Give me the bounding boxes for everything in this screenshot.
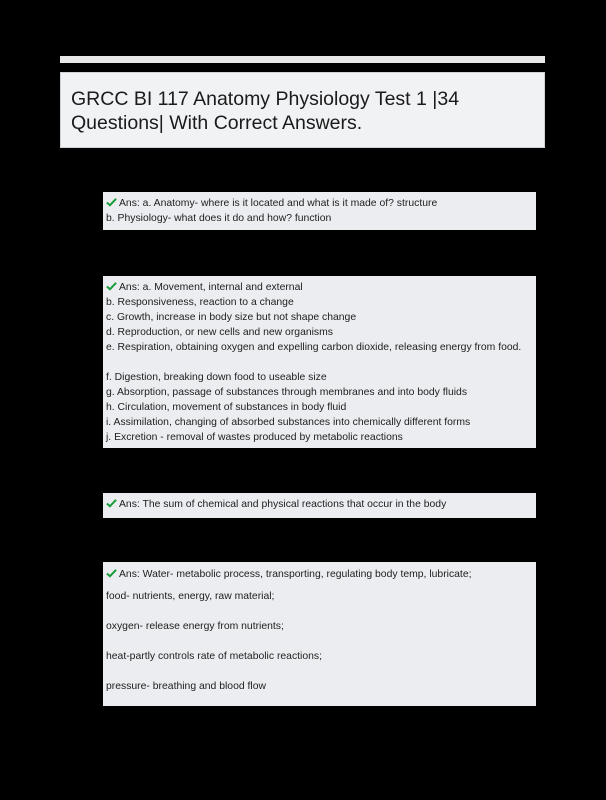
page-title xyxy=(71,87,534,135)
answer-line: c. Growth, increase in body size but not shape change xyxy=(106,312,357,323)
title-line-1: GRCC BI 117 Anatomy Physiology Test 1 |34 xyxy=(71,88,460,110)
answer-line: pressure- breathing and blood flow xyxy=(106,681,266,692)
answer-line: j. Excretion - removal of wastes produced by metabolic reactions xyxy=(106,432,403,443)
answer-box-1 xyxy=(103,192,536,230)
check-icon xyxy=(106,568,117,578)
answer-line: heat-partly controls rate of metabolic reactions; xyxy=(106,651,322,662)
answer-line: i. Assimilation, changing of absorbed substances into chemically different forms xyxy=(106,417,471,428)
title-box xyxy=(60,72,545,148)
answer-line: Ans: Water- metabolic process, transporting, regulating body temp, lubricate; xyxy=(106,567,536,582)
answer-line: food- nutrients, energy, raw material; xyxy=(106,591,275,602)
answer-box-4 xyxy=(103,562,536,706)
answer-box-2 xyxy=(103,276,536,448)
answer-box-3 xyxy=(103,493,536,518)
check-icon xyxy=(106,498,117,508)
answer-line: Ans: a. Anatomy- where is it located and what is it made of? structure xyxy=(106,196,536,211)
answer-line: d. Reproduction, or new cells and new organisms xyxy=(106,327,333,338)
answer-line: g. Absorption, passage of substances through membranes and into body fluids xyxy=(106,387,468,398)
answer-line: h. Circulation, movement of substances in body fluid xyxy=(106,402,347,413)
answer-line: b. Physiology- what does it do and how? function xyxy=(106,213,332,224)
check-icon xyxy=(106,197,117,207)
answer-line: Ans: a. Movement, internal and external xyxy=(106,280,536,295)
answer-line-blank xyxy=(106,355,536,370)
answer-line: f. Digestion, breaking down food to useable size xyxy=(106,372,327,383)
title-line-2: Questions| With Correct Answers. xyxy=(71,112,363,134)
answer-line: e. Respiration, obtaining oxygen and expelling carbon dioxide, releasing energy from food. xyxy=(106,342,522,353)
answer-line: b. Responsiveness, reaction to a change xyxy=(106,297,294,308)
answer-line: Ans: The sum of chemical and physical reactions that occur in the body xyxy=(106,497,536,512)
top-divider xyxy=(60,56,545,63)
answer-line: oxygen- release energy from nutrients; xyxy=(106,621,284,632)
check-icon xyxy=(106,281,117,291)
